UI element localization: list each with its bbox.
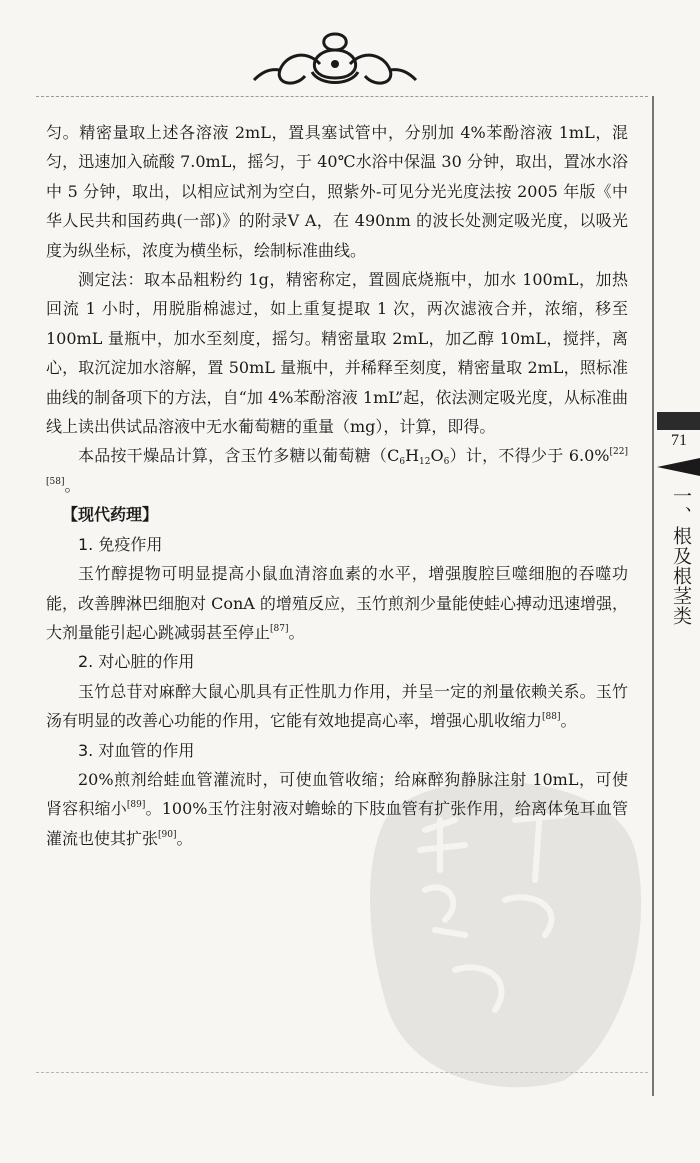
page-number: 71	[671, 432, 687, 449]
vessels-end: 。	[176, 828, 193, 848]
paragraph-standard-curve: 匀。精密量取上述各溶液 2mL，置具塞试管中，分别加 4%苯酚溶液 1mL，混匀，迅速加入硫酸 7.0mL，摇匀，于 40℃水浴中保温 30 分钟，取出，置冰水浴中 5 分钟，取出，以相应试剂为空白，照紫外-可见分光光度法按 2005 年版《中华人民共和国药典(一部)》的附录Ⅴ A，在 490nm 的波长处测定吸光度，以吸光度为纵坐标，浓度为横坐标，绘制标准曲线。	[46, 123, 628, 260]
vessels-text-2: 。100%玉竹注射液对蟾蜍的下肢血管有扩张作用，给离体兔耳血管灌流也使其扩张	[46, 799, 628, 848]
chapter-label: 一、根及根茎类	[670, 486, 692, 626]
content-limit-text-1: 本品按干燥品计算，含玉竹多糖以葡萄糖（C	[78, 446, 400, 466]
subsection-title-heart: 2. 对心脏的作用	[78, 652, 195, 672]
section-heading: 【现代药理】	[62, 505, 159, 525]
paragraph-vessels	[46, 765, 628, 853]
subsection-title-vessels: 3. 对血管的作用	[78, 740, 195, 760]
footer-rule	[36, 1072, 648, 1073]
formula-subscript-h: 12	[419, 457, 431, 468]
heart-end: 。	[560, 711, 577, 731]
citation-ref: [88]	[542, 712, 561, 723]
paragraph-heart	[46, 677, 628, 736]
subsection-title-immunity: 1. 免疫作用	[78, 534, 163, 554]
citation-ref: [22][58]	[46, 447, 628, 487]
formula-subscript-o: 6	[443, 457, 450, 468]
immunity-text: 玉竹醇提物可明显提高小鼠血清溶血素的水平，增强腹腔巨噬细胞的吞噬功能，改善脾淋巴细胞对 ConA 的增殖反应，玉竹煎剂少量能使蛙心搏动迅速增强，大剂量能引起心跳减弱甚至停止	[46, 564, 628, 642]
vessels-text-1: 20%煎剂给蛙血管灌流时，可使血管收缩；给麻醉狗静脉注射 10mL，可使肾容积缩小	[46, 769, 628, 819]
formula-o: O	[430, 446, 444, 466]
side-tab-wedge	[657, 458, 700, 476]
content-limit-end: 。	[64, 475, 81, 495]
paragraph-immunity	[46, 559, 628, 647]
header-rule	[36, 96, 648, 97]
paragraph-assay-method: 测定法：取本品粗粉约 1g，精密称定，置圆底烧瓶中，加水 100mL，加热回流 1 小时，用脱脂棉滤过，如上重复提取 1 次，两次滤液合并，浓缩，移至 100mL 量瓶中，加水至刻度，摇匀。精密量取 2mL，加乙醇 10mL，搅拌，离心，取沉淀加水溶解，置 50mL 量瓶中，并稀释至刻度，精密量取 2mL，照标准曲线的制备项下的方法，自“加 4%苯酚溶液 1mL”起，依法测定吸光度，从标准曲线上读出供试品溶液中无水葡萄糖的重量（mg），计算，即得。	[46, 270, 628, 437]
page-body	[46, 118, 628, 853]
side-tab-block	[657, 412, 700, 430]
citation-ref: [87]	[270, 623, 289, 634]
immunity-end: 。	[288, 622, 305, 642]
heart-text: 玉竹总苷对麻醉大鼠心肌具有正性肌力作用，并呈一定的剂量依赖关系。玉竹汤有明显的改善心功能的作用，它能有效地提高心率，增强心肌收缩力	[46, 681, 628, 731]
paragraph-content-limit	[46, 441, 628, 500]
content-limit-text-2: ）计，不得少于 6.0%	[449, 446, 610, 466]
citation-ref: [89]	[126, 800, 146, 811]
formula-h: H	[405, 446, 420, 466]
header-ornament	[250, 28, 420, 92]
formula-subscript-c: 6	[399, 457, 406, 468]
citation-ref: [90]	[158, 829, 177, 840]
